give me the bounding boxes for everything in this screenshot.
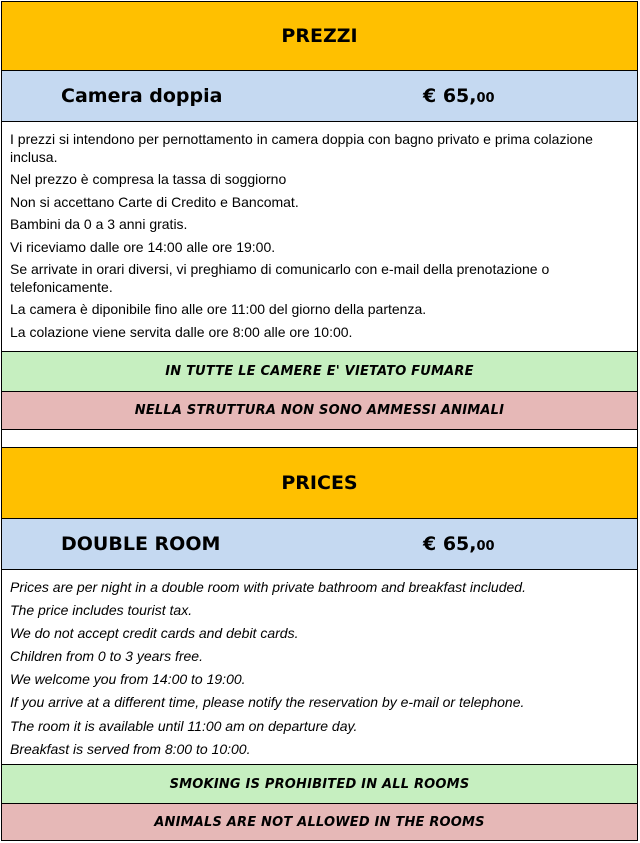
info-line: Breakfast is served from 8:00 to 10:00. <box>10 740 251 757</box>
price-main-en: € 65, <box>423 533 477 555</box>
info-line: We do not accept credit cards and debit cards. <box>10 625 299 642</box>
info-line: Se arrivate in orari diversi, vi preghiamo di comunicarlo con e-mail della prenotazione o telefonicamente. <box>10 261 550 295</box>
no-animals-text-en: ANIMALS ARE NOT ALLOWED IN THE ROOMS <box>154 814 485 830</box>
info-line: The room it is available until 11:00 am on departure day. <box>10 717 358 734</box>
room-price-en <box>423 533 495 555</box>
prices-heading-row <box>1 448 638 519</box>
price-cents-it: 00 <box>476 91 495 106</box>
no-smoking-notice-en <box>1 765 638 804</box>
prezzi-heading-row <box>1 1 638 71</box>
info-line: Vi riceviamo dalle ore 14:00 alle ore 19:00. <box>10 238 276 255</box>
info-line: If you arrive at a different time, please notify the reservation by e-mail or telephone. <box>10 694 525 711</box>
camera-doppia-row <box>1 71 638 122</box>
prezzi-heading: PREZZI <box>281 25 358 47</box>
info-line: Non si accettano Carte di Credito e Bancomat. <box>10 193 299 210</box>
no-animals-notice-en <box>1 804 638 841</box>
info-line: The price includes tourist tax. <box>10 602 193 619</box>
info-line: La camera è diponibile fino alle ore 11:00 del giorno della partenza. <box>10 301 427 317</box>
no-smoking-text-en: SMOKING IS PROHIBITED IN ALL ROOMS <box>169 776 470 792</box>
info-text-en <box>1 570 638 765</box>
no-smoking-notice-it <box>1 352 638 392</box>
double-room-row <box>1 519 638 570</box>
info-line: Prices are per night in a double room with private bathroom and breakfast included. <box>10 579 526 595</box>
info-text-it <box>1 122 638 352</box>
room-price-it <box>423 85 495 107</box>
info-line: Children from 0 to 3 years free. <box>10 648 203 665</box>
no-smoking-text-it: IN TUTTE LE CAMERE E' VIETATO FUMARE <box>165 364 474 379</box>
no-animals-text-it: NELLA STRUTTURA NON SONO AMMESSI ANIMALI <box>134 403 505 418</box>
info-line: La colazione viene servita dalle ore 8:00 alle ore 10:00. <box>10 323 353 340</box>
prices-heading: PRICES <box>281 472 358 494</box>
room-name-en: DOUBLE ROOM <box>61 533 221 555</box>
spacer-row <box>1 430 638 448</box>
no-animals-notice-it <box>1 392 638 430</box>
price-sheet <box>1 1 638 841</box>
room-name-it: Camera doppia <box>61 85 223 107</box>
info-line: We welcome you from 14:00 to 19:00. <box>10 671 246 688</box>
info-line: Bambini da 0 a 3 anni gratis. <box>10 216 188 232</box>
info-line: Nel prezzo è compresa la tassa di soggiorno <box>10 171 287 187</box>
price-cents-en: 00 <box>476 539 495 554</box>
info-line: I prezzi si intendono per pernottamento in camera doppia con bagno privato e prima colazione inclusa. <box>10 131 593 165</box>
price-main-it: € 65, <box>423 85 477 107</box>
